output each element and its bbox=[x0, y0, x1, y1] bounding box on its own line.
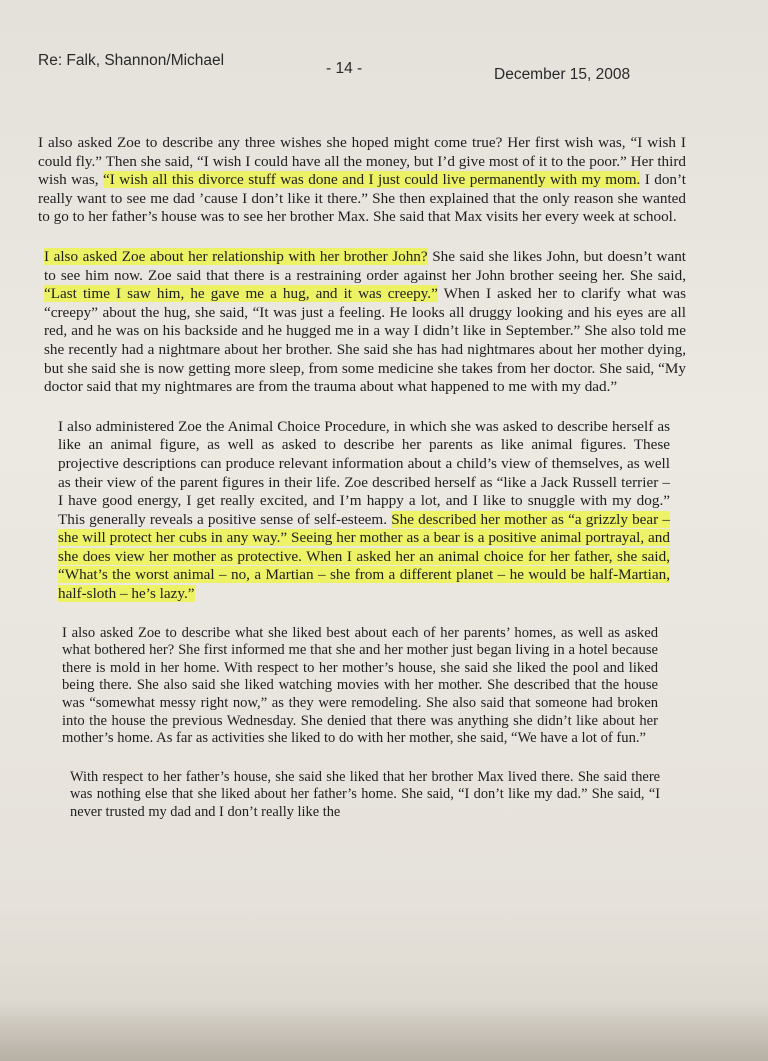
page-shadow bbox=[0, 1001, 768, 1061]
header-page-number: - 14 - bbox=[326, 60, 363, 77]
highlighted-text: “I wish all this divorce stuff was done and I just could live permanently with my mom. bbox=[102, 171, 641, 189]
paragraph bbox=[44, 248, 686, 397]
highlighted-text: I also asked Zoe about her relationship with her brother John? bbox=[44, 247, 428, 265]
paragraph-text: She said she likes John, but doesn’t want to see him now. Zoe said that there is a restraining order against her John brother seeing her. She said, bbox=[44, 247, 687, 284]
page-header bbox=[38, 52, 658, 82]
paragraph-text: With respect to her father’s house, she said she liked that her brother Max lived there. She said there was nothing else that she liked about her father’s home. She said, “I don’t like my dad.” She said, “I never trusted my dad and I don’t really like the bbox=[70, 768, 660, 820]
document-body bbox=[38, 134, 686, 842]
paragraph bbox=[62, 625, 658, 748]
paragraph-text: I also asked Zoe to describe what she liked best about each of her parents’ homes, as well as asked what bothered her? She first informed me that she and her mother just began living in a hotel because there is mold in her home. With respect to her mother’s house, she said she liked the pool and liked being there. She also said she liked watching movies with her mother. She described that the house was “somewhat messy right now,” as they were remodeling. She also said that someone had broken into the house the previous Wednesday. She denied that there was anything she didn’t like about her mother’s home. As far as activities she liked to do with her mother, she said, “We have a lot of fun.” bbox=[62, 624, 658, 747]
highlighted-text: “Last time I saw him, he gave me a hug, and it was creepy.” bbox=[44, 285, 438, 303]
paragraph bbox=[70, 769, 660, 821]
paragraph bbox=[58, 418, 670, 604]
header-date: December 15, 2008 bbox=[494, 66, 631, 83]
paragraph bbox=[38, 134, 686, 227]
header-case-name: Re: Falk, Shannon/Michael bbox=[38, 52, 225, 69]
paragraph-text: When I asked her to clarify what was “creepy” about the hug, she said, “It was just a feeling. He looks all druggy looking and his eyes are all red, and he was on his backside and he hugged me in a way I didn’t like in September.” She also told me she recently had a nightmare about her brother. She said she has had nightmares about her mother dying, but she said she is now getting more sleep, from some medicine she takes from her doctor. She said, “My doctor said that my nightmares are from the trauma about what happened to me with my dad.” bbox=[44, 285, 686, 396]
paragraph-text: I also asked Zoe to describe any three wishes she hoped might come true? Her first wish was, “I wish I could fly.” Then she said, “I wish I could have all the money, but I’d give most of it to the poor.” Her third wish was, bbox=[38, 134, 686, 189]
highlighted-text: She described her mother as “a grizzly bear – she will protect her cubs in any way.” Seeing her mother as a bear is a positive animal portrayal, and she does view her mother as protective. When I asked her an animal choice for her father, she said, “What’s the worst animal – no, a Martian – she from a different planet – he would be half-Martian, half-sloth – he’s lazy.” bbox=[58, 510, 670, 603]
paragraph-text: I also administered Zoe the Animal Choice Procedure, in which she was asked to describe herself as like an animal figure, as well as asked to describe her parents as like animal figures. These projective descriptions can produce relevant information about a child’s view of themselves, as well as their view of the parent figures in their life. Zoe described herself as “like a Jack Russell terrier – I have good energy, I get really excited, and I’m happy a lot, and I like to snuggle with my dog.” This generally reveals a positive sense of self-esteem. bbox=[58, 417, 670, 528]
paragraph-text: I don’t really want to see me dad ’cause I don’t like it there.” She then explained that the only reason she wanted to go to her father’s house was to see her brother Max. She said that Max visits her every week at school. bbox=[38, 171, 687, 226]
